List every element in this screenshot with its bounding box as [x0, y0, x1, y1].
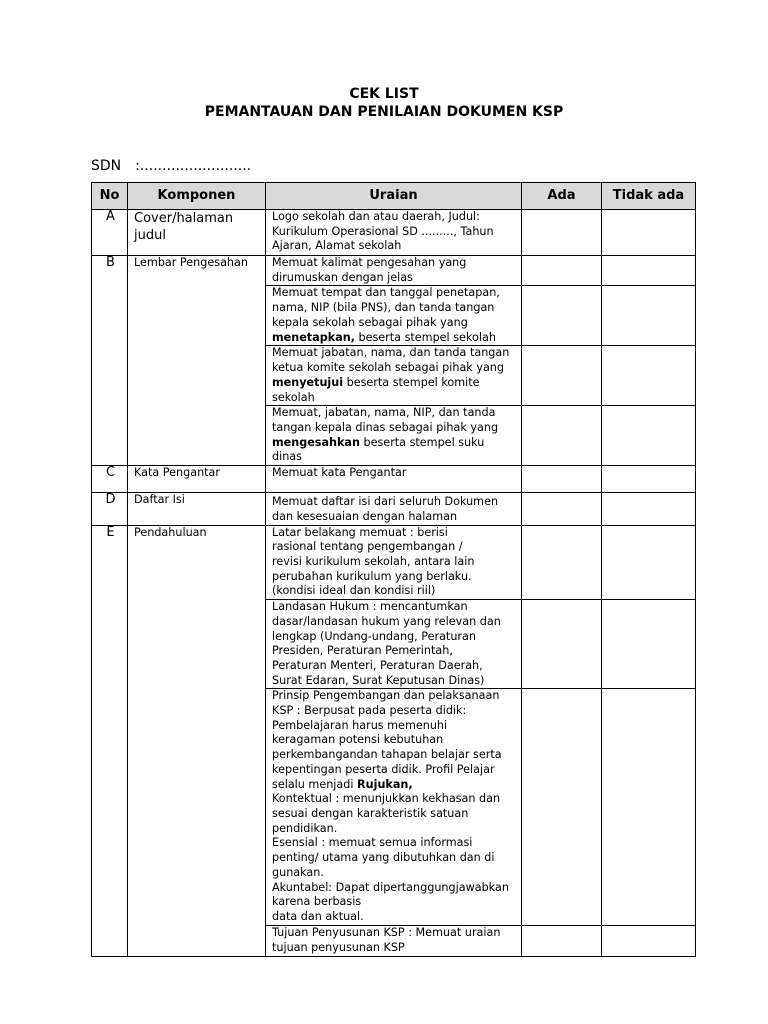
ada-cell[interactable] [522, 286, 602, 346]
tidak-ada-cell[interactable] [602, 256, 696, 286]
row-number: C [92, 466, 128, 493]
description-text: Tujuan Penyusunan KSP : Memuat uraian tujuan penyusunan KSP [266, 926, 522, 956]
description-text: Memuat jabatan, nama, dan tanda tangan ketua komite sekolah sebagai pihak yang menyetujui beserta stempel komite sekolah [266, 346, 522, 406]
description-text: Latar belakang memuat : berisi rasional tentang pengembangan / revisi kurikulum sekolah, antara lain perubahan kurikulum yang berlaku. (kondisi ideal dan kondisi riil) [266, 525, 522, 600]
ada-cell[interactable] [522, 600, 602, 689]
table-row [92, 210, 696, 256]
description-text: Landasan Hukum : mencantumkan dasar/landasan hukum yang relevan dan lengkap (Undang-undang, Peraturan Presiden, Peraturan Pemerintah, Peraturan Menteri, Peraturan Daerah, Surat Edaran, Surat Keputusan Dinas) [266, 600, 522, 689]
header-ada: Ada [522, 183, 602, 210]
document-title: CEK LIST [349, 86, 419, 102]
tidak-ada-cell[interactable] [602, 525, 696, 600]
ada-cell[interactable] [522, 346, 602, 406]
table-row [92, 256, 696, 286]
description-text: Memuat kata Pengantar [266, 466, 522, 493]
ada-cell[interactable] [522, 466, 602, 493]
row-number: B [92, 256, 128, 466]
description-text: Memuat daftar isi dari seluruh Dokumen dan kesesuaian dengan halaman [266, 493, 522, 525]
tidak-ada-cell[interactable] [602, 493, 696, 525]
component-name: Daftar Isi [128, 493, 266, 525]
description-text: Memuat kalimat pengesahan yang dirumuskan dengan jelas [266, 256, 522, 286]
ada-cell[interactable] [522, 493, 602, 525]
tidak-ada-cell[interactable] [602, 286, 696, 346]
description-text: Memuat tempat dan tanggal penetapan, nama, NIP (bila PNS), dan tanda tangan kepala sekolah sebagai pihak yang menetapkan, beserta stempel sekolah [266, 286, 522, 346]
table-row [92, 525, 696, 600]
bold-keyword: menetapkan, [272, 330, 355, 344]
header-no: No [92, 183, 128, 210]
tidak-ada-cell[interactable] [602, 926, 696, 956]
bold-keyword: mengesahkan [272, 435, 360, 449]
description-text: Prinsip Pengembangan dan pelaksanaan KSP : Berpusat pada peserta didik: Pembelajaran harus memenuhi keragaman potensi kebutuhan perkembangandan tahapan belajar serta kepentingan peserta didik. Profil Pelajar selalu menjadi Rujukan, Kontektual : menunjukkan kekhasan dan sesuai dengan karakteristik satuan pendidikan. Esensial : memuat semua informasi penting/ utama yang dibutuhkan dan di gunakan. Akuntabel: Dapat dipertanggungjawabkan karena berbasis data dan aktual. [266, 689, 522, 926]
ada-cell[interactable] [522, 256, 602, 286]
component-name: Lembar Pengesahan [128, 256, 266, 466]
ada-cell[interactable] [522, 689, 602, 926]
tidak-ada-cell[interactable] [602, 689, 696, 926]
ada-cell[interactable] [522, 406, 602, 466]
tidak-ada-cell[interactable] [602, 600, 696, 689]
ada-cell[interactable] [522, 525, 602, 600]
description-text: Memuat, jabatan, nama, NIP, dan tanda tangan kepala dinas sebagai pihak yang mengesahkan beserta stempel suku dinas [266, 406, 522, 466]
tidak-ada-cell[interactable] [602, 346, 696, 406]
header-uraian: Uraian [266, 183, 522, 210]
row-number: A [92, 210, 128, 256]
header-tidak-ada: Tidak ada [602, 183, 696, 210]
ada-cell[interactable] [522, 210, 602, 256]
row-number: D [92, 493, 128, 525]
checklist-table [91, 182, 696, 957]
school-value: :......................... [135, 158, 252, 174]
component-name: Pendahuluan [128, 525, 266, 956]
table-row [92, 493, 696, 525]
header-komponen: Komponen [128, 183, 266, 210]
table-row [92, 466, 696, 493]
tidak-ada-cell[interactable] [602, 466, 696, 493]
bold-keyword: Rujukan, [357, 777, 413, 791]
tidak-ada-cell[interactable] [602, 406, 696, 466]
document-subtitle: PEMANTAUAN DAN PENILAIAN DOKUMEN KSP [204, 104, 564, 120]
component-name: Cover/halaman judul [128, 210, 266, 256]
school-label: SDN [91, 158, 122, 174]
component-name: Kata Pengantar [128, 466, 266, 493]
ada-cell[interactable] [522, 926, 602, 956]
row-number: E [92, 525, 128, 956]
table-header-row [92, 183, 696, 210]
bold-keyword: menyetujui [272, 375, 344, 389]
school-field [91, 158, 251, 174]
tidak-ada-cell[interactable] [602, 210, 696, 256]
description-text: Logo sekolah dan atau daerah, Judul: Kurikulum Operasional SD ........., Tahun Ajaran, Alamat sekolah [266, 210, 522, 256]
